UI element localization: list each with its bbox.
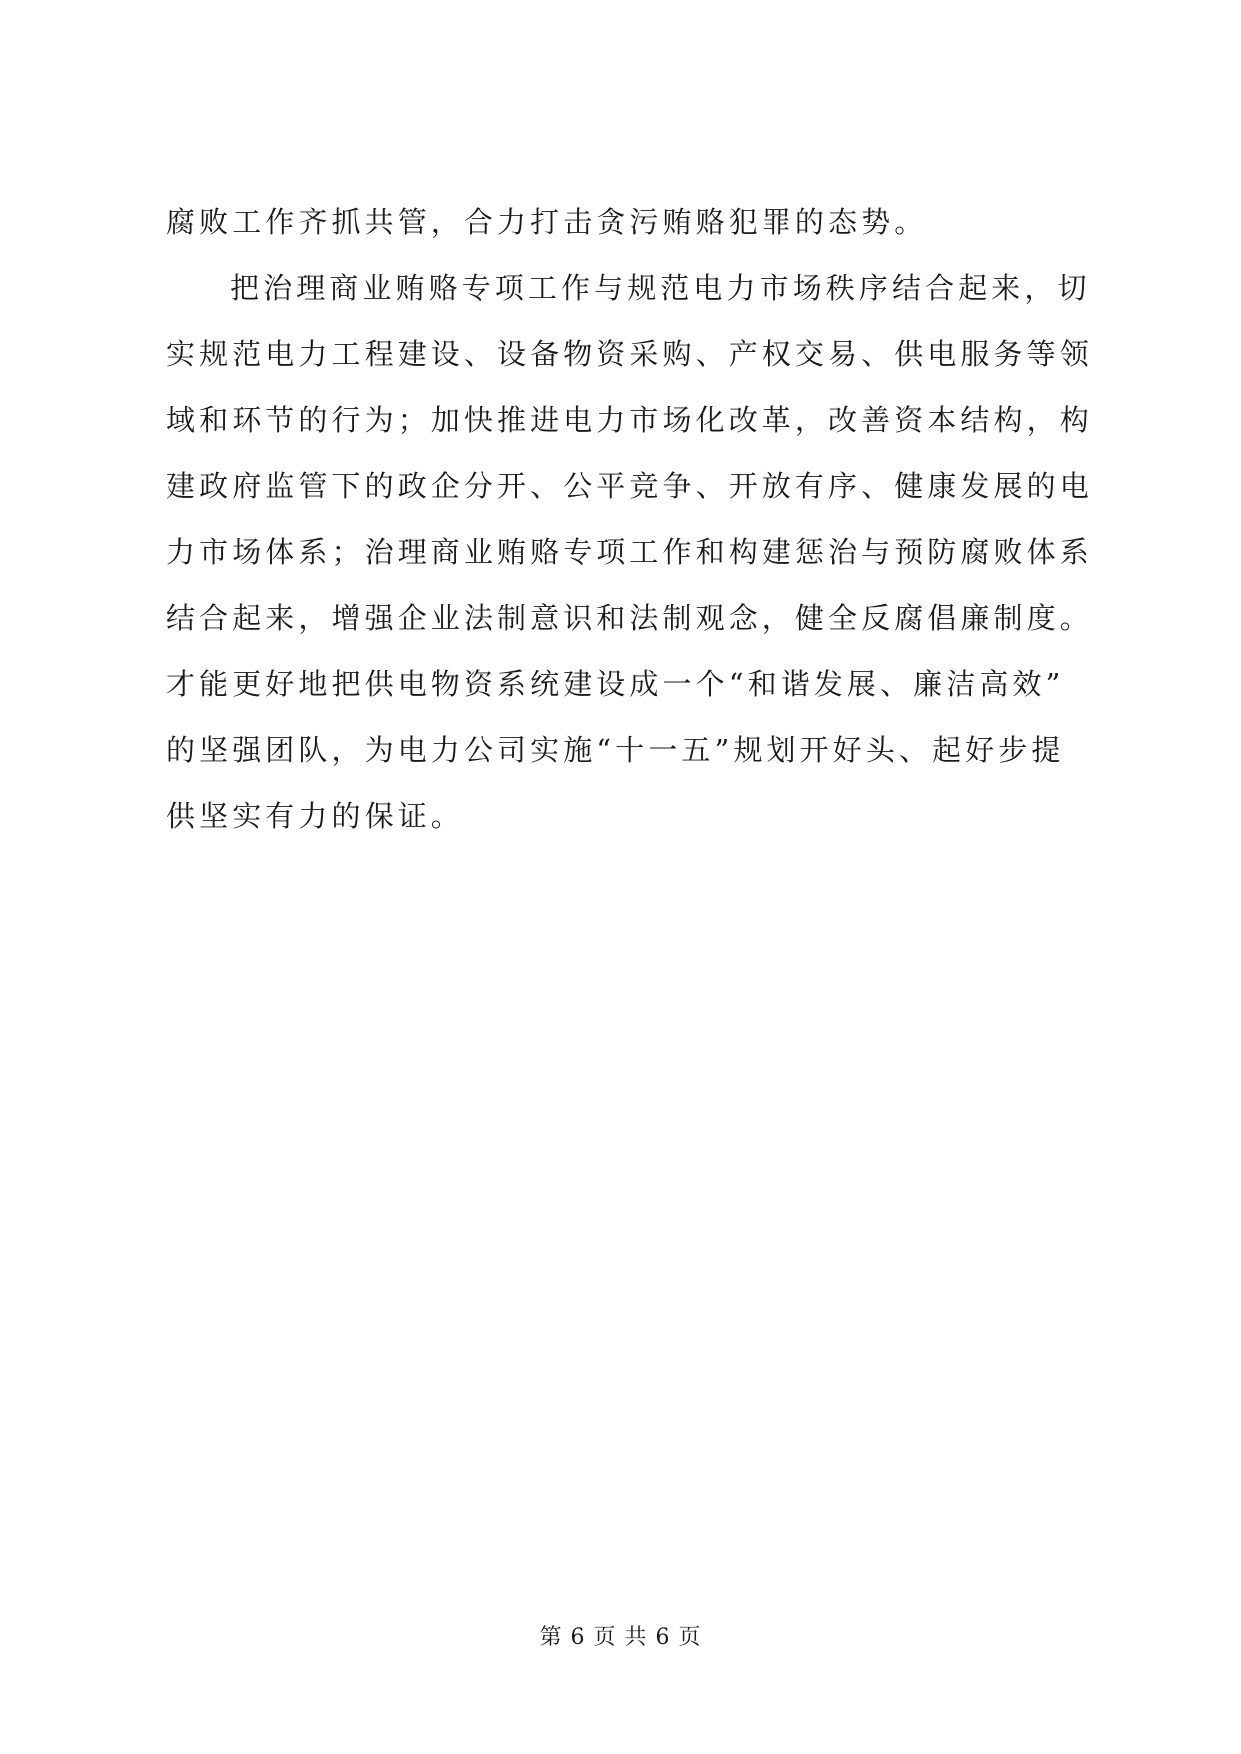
paragraph-line: 供坚实有力的保证。 — [166, 799, 464, 833]
paragraph-line: 腐败工作齐抓共管，合力打击贪污贿赂犯罪的态势。 — [166, 205, 928, 239]
document-body — [166, 200, 1096, 839]
paragraph-line: 才能更好地把供电物资系统建设成一个“和谐发展、廉洁高效” — [166, 667, 1065, 701]
page-number-footer: 第 6 页 共 6 页 — [539, 1625, 702, 1650]
paragraph-line: 实规范电力工程建设、设备物资采购、产权交易、供电服务等领 — [166, 337, 1093, 371]
paragraph-line: 建政府监管下的政企分开、公平竞争、开放有序、健康发展的电 — [166, 469, 1093, 503]
paragraph-line: 把治理商业贿赂专项工作与规范电力市场秩序结合起来，切 — [230, 271, 1091, 305]
paragraph-line: 域和环节的行为；加快推进电力市场化改革，改善资本结构，构 — [166, 403, 1093, 437]
paragraph-line: 力市场体系；治理商业贿赂专项工作和构建惩治与预防腐败体系 — [166, 535, 1093, 569]
paragraph-line: 的坚强团队，为电力公司实施“十一五”规划开好头、起好步提 — [166, 733, 1065, 767]
paragraph-line: 结合起来，增强企业法制意识和法制观念，健全反腐倡廉制度。 — [166, 601, 1093, 635]
